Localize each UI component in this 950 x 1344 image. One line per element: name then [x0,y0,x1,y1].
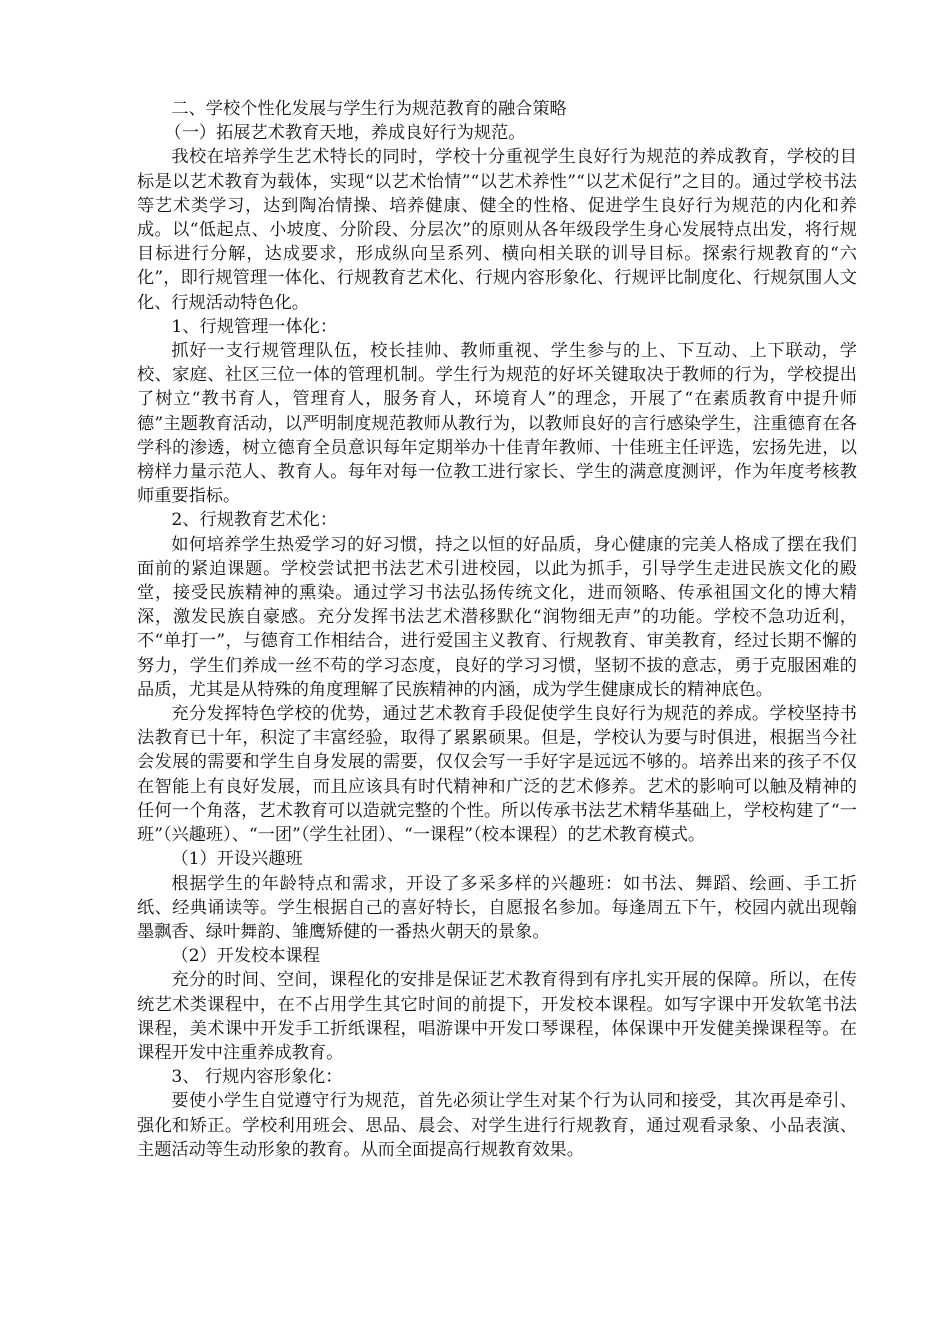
subheading-interest-class: （1）开设兴趣班 [171,849,303,870]
subsection-heading: （一）拓展艺术教育天地，养成良好行为规范。 [164,123,526,144]
heading-content: 3、 行规内容形象化： [171,1067,343,1088]
heading-management: 1、行规管理一体化： [171,316,338,337]
paragraph-school-course: 充分的时间、空间，课程化的安排是保证艺术教育得到有序扎实开展的保障。所以，在传统艺术类课程中，在不占用学生其它时间的前提下，开发校本课程。如写字课中开发软笔书法课程，美术课中开发手工折纸课程，唱游课中开发口琴课程，体保课中开发健美操课程等。在课程开发中注重养成教育。 [137,970,857,1063]
paragraph-intro: 我校在培养学生艺术特长的同时，学校十分重视学生良好行为规范的养成教育，学校的目标是以艺术教育为载体，实现“以艺术怡情”“以艺术养性”“以艺术促行”之目的。通过学校书法等艺术类学习，达到陶冶情操、培养健康、健全的性格、促进学生良好行为规范的内化和养成。以“低起点、小坡度、分阶段、分层次”的原则从各年级段学生身心发展特点出发，将行规目标进行分解，达成要求，形成纵向呈系列、横向相关联的训导目标。探索行规教育的“六化”，即行规管理一体化、行规教育艺术化、行规内容形象化、行规评比制度化、行规氛围人文化、行规活动特色化。 [137,147,857,313]
section-title: 二、学校个性化发展与学生行为规范教育的融合策略 [171,99,567,119]
document-page [137,97,857,1162]
paragraph-management: 抓好一支行规管理队伍，校长挂帅、教师重视、学生参与的上、下互动、上下联动，学校、家庭、社区三位一体的管理机制。学生行为规范的好坏关键取决于教师的行为，学校提出了树立“教书育人，管理育人，服务育人，环境育人”的理念，开展了“在素质教育中提升师德”主题教育活动，以严明制度规范教师从教行为，以教师良好的言行感染学生，注重德育在各学科的渗透，树立德育全员意识每年定期举办十佳青年教师、十佳班主任评选，宏扬先进，以榜样力量示范人、教育人。每年对每一位教工进行家长、学生的满意度测评，作为年度考核教师重要指标。 [137,341,857,507]
paragraph-art-1: 如何培养学生热爱学习的好习惯，持之以恒的好品质，身心健康的完美人格成了摆在我们面前的紧迫课题。学校尝试把书法艺术引进校园，以此为抓手，引导学生走进民族文化的殿堂，接受民族精神的熏染。通过学习书法弘扬传统文化，进而领略、传承祖国文化的博大精深，激发民族自豪感。充分发挥书法艺术潜移默化“润物细无声”的功能。学校不急功近利，不“单打一”，与德育工作相结合，进行爱国主义教育、行规教育、审美教育，经过长期不懈的努力，学生们养成一丝不苟的学习态度，良好的学习习惯，坚韧不拔的意志，勇于克服困难的品质，尤其是从特殊的角度理解了民族精神的内涵，成为学生健康成长的精神底色。 [137,534,857,700]
subheading-school-course: （2）开发校本课程 [171,946,320,967]
paragraph-content: 要使小学生自觉遵守行为规范，首先必须让学生对某个行为认同和接受，其次再是牵引、强化和矫正。学校利用班会、思品、晨会、对学生进行行规教育，通过观看录象、小品表演、主题活动等生动形象的教育。从而全面提高行规教育效果。 [137,1091,857,1160]
paragraph-art-2: 充分发挥特色学校的优势，通过艺术教育手段促使学生良好行为规范的养成。学校坚持书法教育已十年，积淀了丰富经验，取得了累累硕果。但是，学校认为要与时俱进，根据当今社会发展的需要和学生自身发展的需要，仅仅会写一手好字是远远不够的。培养出来的孩子不仅在智能上有良好发展，而且应该具有时代精神和广泛的艺术修养。艺术的影响可以触及精神的任何一个角落，艺术教育可以造就完整的个性。所以传承书法艺术精华基础上，学校构建了“一班”（兴趣班）、“一团”（学生社团）、“一课程”（校本课程）的艺术教育模式。 [137,704,857,846]
heading-art: 2、行规教育艺术化： [171,510,338,531]
paragraph-interest-class: 根据学生的年龄特点和需求，开设了多采多样的兴趣班：如书法、舞蹈、绘画、手工折纸、经典诵读等。学生根据自己的喜好特长，自愿报名参加。每逢周五下午，校园内就出现翰墨飘香、绿叶舞韵、雏鹰矫健的一番热火朝天的景象。 [137,873,857,942]
